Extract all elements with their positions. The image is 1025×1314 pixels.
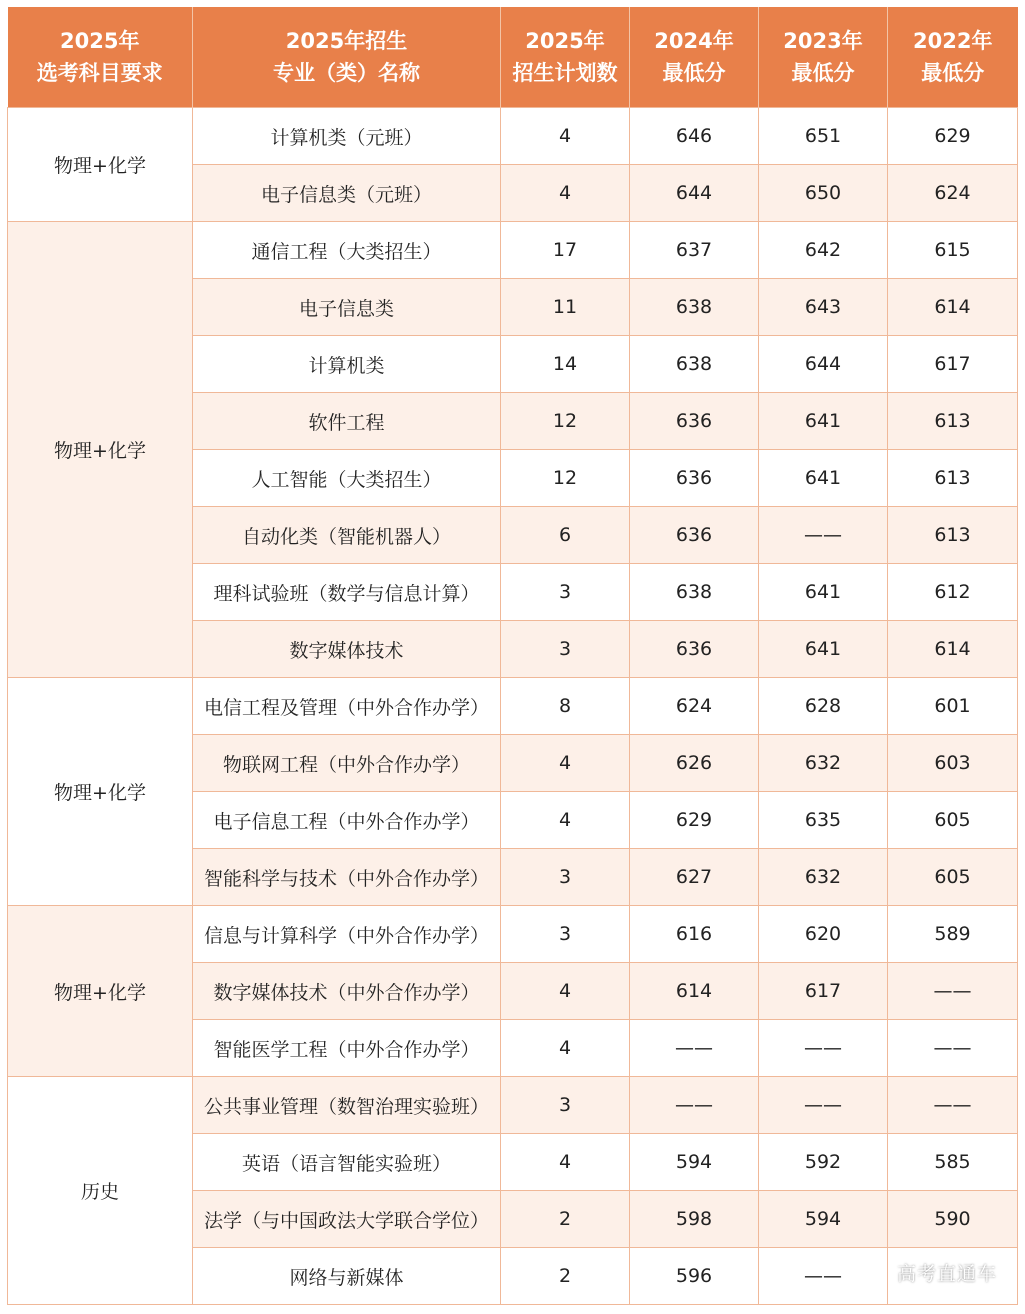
admission-score-table [7, 7, 1018, 1305]
header-plan-line2: 招生计划数 [512, 61, 618, 85]
enrollment-plan-cell: 4 [501, 1134, 630, 1191]
header-subject-line2: 选考科目要求 [36, 61, 163, 85]
header-subject-requirement [8, 7, 193, 108]
header-min-score-2023 [759, 7, 888, 108]
enrollment-plan-cell: 3 [501, 621, 630, 678]
header-2022-line1: 2022年 [913, 29, 993, 53]
min-score-2022-cell: 617 [888, 336, 1018, 393]
min-score-2023-cell: —— [759, 1077, 888, 1134]
header-2023-line1: 2023年 [783, 29, 863, 53]
min-score-2024-cell: 629 [630, 792, 759, 849]
min-score-2023-cell: —— [759, 1020, 888, 1077]
major-name-cell: 理科试验班（数学与信息计算） [193, 564, 501, 621]
enrollment-plan-cell: 11 [501, 279, 630, 336]
header-min-score-2022 [888, 7, 1018, 108]
header-subject-line1: 2025年 [60, 29, 140, 53]
min-score-2022-cell: 605 [888, 792, 1018, 849]
enrollment-plan-cell: 3 [501, 1077, 630, 1134]
major-name-cell: 英语（语言智能实验班） [193, 1134, 501, 1191]
major-name-cell: 智能科学与技术（中外合作办学） [193, 849, 501, 906]
subject-requirement-cell: 历史 [8, 1077, 193, 1305]
table-row [8, 906, 1018, 963]
enrollment-plan-cell: 4 [501, 108, 630, 165]
major-name-cell: 电子信息类 [193, 279, 501, 336]
header-enrollment-plan [501, 7, 630, 108]
min-score-2024-cell: 638 [630, 279, 759, 336]
enrollment-plan-cell: 3 [501, 849, 630, 906]
min-score-2024-cell: 637 [630, 222, 759, 279]
min-score-2022-cell: 614 [888, 279, 1018, 336]
major-name-cell: 物联网工程（中外合作办学） [193, 735, 501, 792]
enrollment-plan-cell: 4 [501, 963, 630, 1020]
min-score-2022-cell: 614 [888, 621, 1018, 678]
admission-table-container [7, 7, 1017, 1305]
enrollment-plan-cell: 3 [501, 564, 630, 621]
min-score-2022-cell: 601 [888, 678, 1018, 735]
enrollment-plan-cell: 3 [501, 906, 630, 963]
min-score-2023-cell: —— [759, 507, 888, 564]
major-name-cell: 电信工程及管理（中外合作办学） [193, 678, 501, 735]
enrollment-plan-cell: 17 [501, 222, 630, 279]
min-score-2024-cell: 624 [630, 678, 759, 735]
min-score-2024-cell: 614 [630, 963, 759, 1020]
enrollment-plan-cell: 4 [501, 165, 630, 222]
min-score-2022-cell: 589 [888, 906, 1018, 963]
min-score-2022-cell: —— [888, 1077, 1018, 1134]
major-name-cell: 智能医学工程（中外合作办学） [193, 1020, 501, 1077]
min-score-2023-cell: 651 [759, 108, 888, 165]
min-score-2024-cell: —— [630, 1077, 759, 1134]
enrollment-plan-cell: 2 [501, 1248, 630, 1305]
enrollment-plan-cell: 6 [501, 507, 630, 564]
major-name-cell: 电子信息类（元班） [193, 165, 501, 222]
min-score-2023-cell: 641 [759, 450, 888, 507]
table-row [8, 678, 1018, 735]
min-score-2023-cell: 650 [759, 165, 888, 222]
min-score-2023-cell: 594 [759, 1191, 888, 1248]
major-name-cell: 人工智能（大类招生） [193, 450, 501, 507]
header-2022-line2: 最低分 [921, 61, 985, 85]
enrollment-plan-cell: 14 [501, 336, 630, 393]
min-score-2023-cell: 641 [759, 564, 888, 621]
table-row [8, 222, 1018, 279]
header-2024-line2: 最低分 [662, 61, 726, 85]
header-major-line2: 专业（类）名称 [273, 61, 420, 85]
enrollment-plan-cell: 12 [501, 450, 630, 507]
min-score-2022-cell: 624 [888, 165, 1018, 222]
header-2024-line1: 2024年 [654, 29, 734, 53]
table-body [8, 108, 1018, 1305]
min-score-2023-cell: —— [759, 1248, 888, 1305]
min-score-2022-cell: 615 [888, 222, 1018, 279]
min-score-2022-cell: 605 [888, 849, 1018, 906]
min-score-2023-cell: 635 [759, 792, 888, 849]
min-score-2024-cell: 627 [630, 849, 759, 906]
min-score-2024-cell: 598 [630, 1191, 759, 1248]
min-score-2024-cell: 636 [630, 393, 759, 450]
major-name-cell: 法学（与中国政法大学联合学位） [193, 1191, 501, 1248]
enrollment-plan-cell: 2 [501, 1191, 630, 1248]
min-score-2022-cell: —— [888, 1020, 1018, 1077]
min-score-2022-cell: 603 [888, 735, 1018, 792]
min-score-2023-cell: 643 [759, 279, 888, 336]
min-score-2022-cell: 629 [888, 108, 1018, 165]
min-score-2024-cell: —— [630, 1020, 759, 1077]
enrollment-plan-cell: 12 [501, 393, 630, 450]
subject-requirement-cell: 物理+化学 [8, 906, 193, 1077]
min-score-2024-cell: 646 [630, 108, 759, 165]
header-major-line1: 2025年招生 [285, 29, 408, 53]
min-score-2022-cell: 613 [888, 507, 1018, 564]
min-score-2023-cell: 632 [759, 849, 888, 906]
table-row [8, 1077, 1018, 1134]
major-name-cell: 软件工程 [193, 393, 501, 450]
major-name-cell: 电子信息工程（中外合作办学） [193, 792, 501, 849]
min-score-2024-cell: 596 [630, 1248, 759, 1305]
subject-requirement-cell: 物理+化学 [8, 678, 193, 906]
major-name-cell: 网络与新媒体 [193, 1248, 501, 1305]
major-name-cell: 信息与计算科学（中外合作办学） [193, 906, 501, 963]
table-row [8, 108, 1018, 165]
min-score-2022-cell: 585 [888, 1134, 1018, 1191]
major-name-cell: 公共事业管理（数智治理实验班） [193, 1077, 501, 1134]
min-score-2024-cell: 636 [630, 507, 759, 564]
header-major-name [193, 7, 501, 108]
min-score-2024-cell: 644 [630, 165, 759, 222]
min-score-2024-cell: 636 [630, 450, 759, 507]
major-name-cell: 数字媒体技术（中外合作办学） [193, 963, 501, 1020]
enrollment-plan-cell: 4 [501, 792, 630, 849]
min-score-2023-cell: 641 [759, 393, 888, 450]
min-score-2024-cell: 636 [630, 621, 759, 678]
header-min-score-2024 [630, 7, 759, 108]
major-name-cell: 通信工程（大类招生） [193, 222, 501, 279]
min-score-2023-cell: 642 [759, 222, 888, 279]
min-score-2023-cell: 592 [759, 1134, 888, 1191]
major-name-cell: 计算机类 [193, 336, 501, 393]
enrollment-plan-cell: 4 [501, 1020, 630, 1077]
min-score-2022-cell: 613 [888, 450, 1018, 507]
min-score-2023-cell: 641 [759, 621, 888, 678]
enrollment-plan-cell: 8 [501, 678, 630, 735]
min-score-2023-cell: 644 [759, 336, 888, 393]
min-score-2023-cell: 617 [759, 963, 888, 1020]
major-name-cell: 数字媒体技术 [193, 621, 501, 678]
subject-requirement-cell: 物理+化学 [8, 222, 193, 678]
min-score-2024-cell: 616 [630, 906, 759, 963]
min-score-2023-cell: 620 [759, 906, 888, 963]
min-score-2022-cell: 612 [888, 564, 1018, 621]
min-score-2024-cell: 638 [630, 336, 759, 393]
major-name-cell: 自动化类（智能机器人） [193, 507, 501, 564]
table-header-row [8, 7, 1018, 108]
enrollment-plan-cell: 4 [501, 735, 630, 792]
min-score-2024-cell: 594 [630, 1134, 759, 1191]
min-score-2023-cell: 632 [759, 735, 888, 792]
header-2023-line2: 最低分 [791, 61, 855, 85]
header-plan-line1: 2025年 [525, 29, 605, 53]
min-score-2022-cell: —— [888, 963, 1018, 1020]
min-score-2024-cell: 626 [630, 735, 759, 792]
min-score-2023-cell: 628 [759, 678, 888, 735]
min-score-2024-cell: 638 [630, 564, 759, 621]
min-score-2022-cell: 590 [888, 1191, 1018, 1248]
subject-requirement-cell: 物理+化学 [8, 108, 193, 222]
watermark-text: 高考直通车 [896, 1263, 997, 1285]
min-score-2022-cell: 613 [888, 393, 1018, 450]
major-name-cell: 计算机类（元班） [193, 108, 501, 165]
